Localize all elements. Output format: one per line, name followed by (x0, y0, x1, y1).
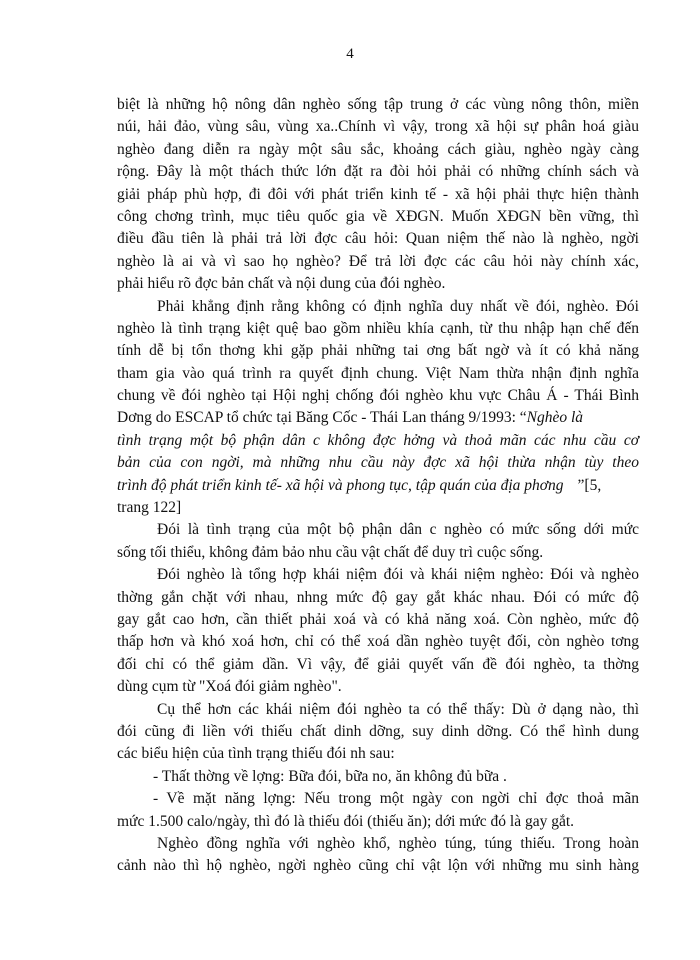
quote-line: bản của con ngời, mà những nhu cầu này đợc xã hội thừa nhận tùy theo (117, 454, 639, 472)
text-line: các biểu hiện của tình trạng thiếu đói nh sau: (117, 745, 395, 763)
text-line: nghèo đang diễn ra ngày một sâu sắc, khoảng cách giàu, nghèo ngày càng (117, 140, 639, 158)
quote-run: Nghèo là (526, 409, 584, 427)
list-item: - Về mặt năng lợng: Nếu trong một ngày con ngời chỉ đợc thoả mãn (153, 790, 639, 808)
text-line: Nghèo đồng nghĩa với nghèo khổ, nghèo túng, túng thiếu. Trong hoàn (157, 834, 639, 852)
quote-line: tình trạng một bộ phận dân c không đợc hởng và thoả mãn các nhu cầu cơ (117, 431, 639, 449)
text-line: Cụ thể hơn các khái niệm đói nghèo ta có thể thấy: Dù ở dạng nào, thì (157, 700, 639, 718)
text-line: thờng gắn chặt với nhau, nhng mức độ gay gắt khác nhau. Đói có mức độ (117, 588, 639, 606)
text-line: tính dễ bị tổn thơng khi gặp phải những tai ơng bất ngờ và ít có khả năng (117, 342, 639, 360)
text-line: cảnh nào thì hộ nghèo, ngời nghèo cũng chỉ vật lộn với những mu sinh hàng (117, 857, 639, 875)
text-run: Dơng do ESCAP tổ chức tại Băng Cốc - Thái Lan tháng 9/1993: “ (117, 409, 527, 427)
text-line: đói cũng đi liền với thiếu chất dinh dỡng, suy dinh dỡng. Có thể hình dung (117, 722, 639, 740)
text-line: Đói là tình trạng của một bộ phận dân c nghèo có mức sống dới mức (157, 521, 639, 539)
quote-run: trình độ phát triển kinh tế- xã hội và phong tục, tập quán của địa phơng (117, 476, 564, 494)
text-line: thấp hơn và khó xoá hơn, chỉ có thể xoá dần nghèo tuyệt đối, còn nghèo tơng (117, 633, 639, 651)
text-line: chung về đói nghèo tại Hội nghị chống đói nghèo khu vực Châu Á - Thái Bình (117, 387, 639, 405)
citation-run: ”[5, (577, 476, 602, 494)
text-line: Phải khẳng định rằng không có định nghĩa duy nhất về đói, nghèo. Đói (157, 297, 639, 315)
text-line: đối chỉ có thể giảm dần. Vì vậy, để giải quyết vấn đề đói nghèo, ta thờng (117, 655, 639, 673)
text-line (117, 407, 639, 429)
text-line: phải hiểu rõ đợc bản chất và nội dung của đói nghèo. (117, 275, 446, 293)
text-line: gay gắt cao hơn, cần thiết phải xoá và có khả năng xoá. Còn nghèo, mức độ (117, 610, 639, 628)
text-line: giải pháp phù hợp, đi đôi với phát triển kinh tế - xã hội phải thực hiện thành (117, 185, 639, 203)
text-line: trang 122] (117, 499, 182, 517)
page-number: 4 (346, 46, 354, 62)
text-line: nghèo là ai và vì sao họ nghèo? Để trả lời đợc các câu hỏi này chính xác, (117, 252, 639, 270)
text-line: sống tối thiểu, không đảm bảo nhu cầu vật chất để duy trì cuộc sống. (117, 543, 544, 561)
list-item: - Thất thờng về lợng: Bữa đói, bữa no, ăn không đủ bữa . (153, 767, 507, 785)
text-line: tham gia vào quá trình ra quyết định chung. Việt Nam thừa nhận định nghĩa (117, 364, 639, 382)
text-line: núi, hải đảo, vùng sâu, vùng xa..Chính vì vậy, trong xã hội sự phân hoá giàu (117, 118, 639, 136)
text-line: mức 1.500 calo/ngày, thì đó là thiếu đói (thiếu ăn); dới mức đó là gay gắt. (117, 812, 575, 830)
text-line: biệt là những hộ nông dân nghèo sống tập trung ở các vùng nông thôn, miền (117, 96, 639, 113)
text-line: nghèo là tình trạng kiệt quệ bao gồm nhiều khía cạnh, từ thu nhập hạn chế đến (117, 319, 639, 337)
text-line (117, 475, 639, 497)
body-text (117, 94, 639, 878)
text-line: công chơng trình, mục tiêu quốc gia về XĐGN. Muốn XĐGN bền vững, thì (117, 207, 639, 225)
text-line: rộng. Đây là một thách thức lớn đặt ra đòi hỏi phải có những chính sách và (117, 163, 639, 181)
text-line: dùng cụm từ "Xoá đói giảm nghèo". (117, 678, 342, 696)
text-line: điều đầu tiên là phải trả lời đợc câu hỏi: Quan niệm thế nào là nghèo, ngời (117, 230, 639, 248)
text-line: Đói nghèo là tổng hợp khái niệm đói và khái niệm nghèo: Đói và nghèo (157, 566, 639, 584)
